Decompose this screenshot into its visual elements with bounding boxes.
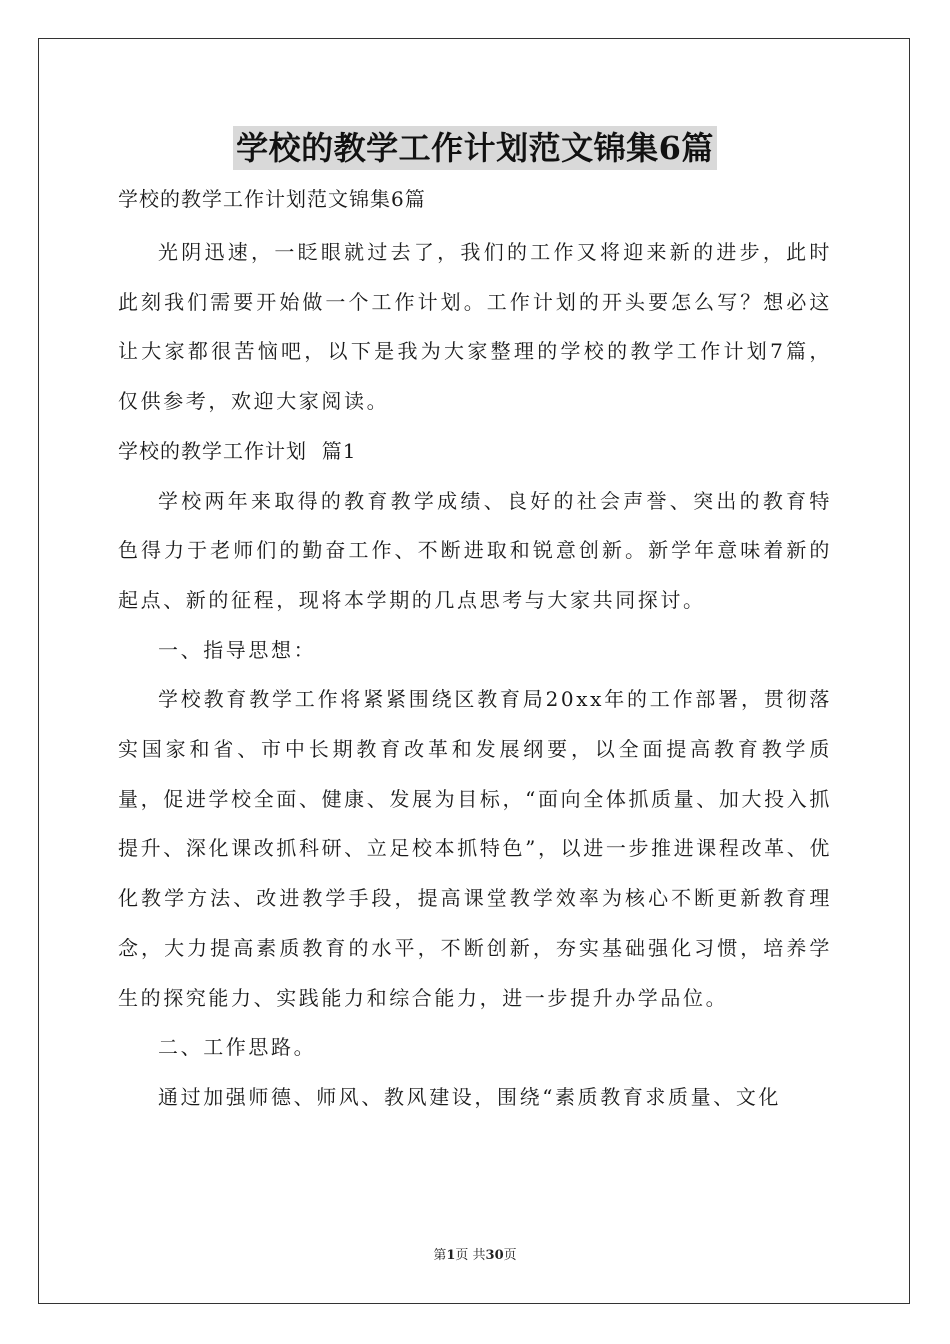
- body-paragraph: 学校两年来取得的教育教学成绩、良好的社会声誉、突出的教育特色得力于老师们的勤奋工作、不断进取和锐意创新。新学年意味着新的起点、新的征程，现将本学期的几点思考与大家共同探讨。: [118, 488, 832, 612]
- page-footer: [0, 1248, 950, 1264]
- footer-mid: 页 共: [455, 1248, 486, 1263]
- intro-paragraph: 光阴迅速，一眨眼就过去了，我们的工作又将迎来新的进步，此时此刻我们需要开始做一个工作计划。工作计划的开头要怎么写？想必这让大家都很苦恼吧，以下是我为大家整理的学校的教学工作计划7篇，仅供参考，欢迎大家阅读。: [118, 240, 832, 414]
- document-title: 学校的教学工作计划范文锦集6篇: [233, 126, 717, 170]
- footer-prefix: 第: [433, 1248, 447, 1263]
- title-container: [0, 126, 950, 170]
- body-paragraph: 学校教育教学工作将紧紧围绕区教育局20xx年的工作部署，贯彻落实国家和省、市中长期教育改革和发展纲要，以全面提高教育教学质量，促进学校全面、健康、发展为目标，“面向全体抓质量、加大投入抓提升、深化课改抓科研、立足校本抓特色”，以进一步推进课程改革、优化教学方法、改进教学手段，提高课堂教学效率为核心不断更新教育理念，大力提高素质教育的水平，不断创新，夯实基础强化习惯，培养学生的探究能力、实践能力和综合能力，进一步提升办学品位。: [118, 687, 832, 1010]
- total-pages-number: 30: [485, 1248, 504, 1263]
- document-subtitle: 学校的教学工作计划范文锦集6篇: [118, 187, 426, 211]
- document-body: [118, 228, 832, 1123]
- subheading-guiding-ideology: 一、指导思想：: [158, 637, 317, 662]
- subheading-work-approach: 二、工作思路。: [158, 1035, 317, 1060]
- current-page-number: 1: [446, 1248, 456, 1263]
- section-heading: 学校的教学工作计划 篇1: [118, 438, 357, 463]
- body-paragraph: 通过加强师德、师风、教风建设，围绕“素质教育求质量、文化: [158, 1084, 782, 1109]
- footer-suffix: 页: [503, 1248, 517, 1263]
